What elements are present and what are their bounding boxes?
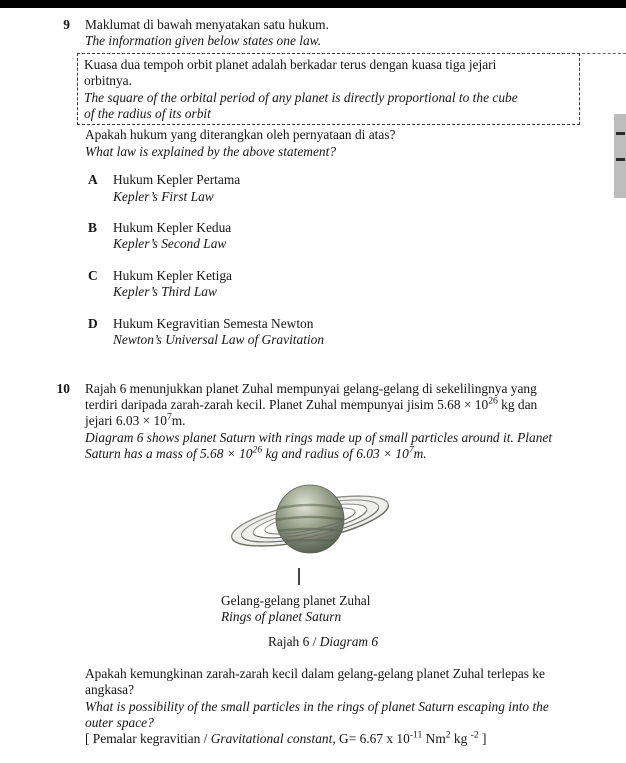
- law-box-en-line2: of the radius of its orbit: [84, 106, 211, 122]
- option-b-ms: Hukum Kepler Kedua: [113, 220, 232, 236]
- option-d: [85, 316, 580, 349]
- text-segment: 26: [488, 395, 498, 407]
- text-segment: m.: [413, 446, 427, 462]
- caption-leader-line: [298, 568, 300, 585]
- q10-ms-line3: [85, 413, 580, 429]
- question-10: [44, 381, 584, 748]
- q10-en-line2: [85, 446, 580, 462]
- text-segment: -11: [409, 729, 423, 741]
- edge-mark: [616, 158, 625, 161]
- scan-top-black-bar: [0, 0, 626, 8]
- option-text: [113, 172, 240, 205]
- text-segment: -2: [470, 729, 479, 741]
- option-text: [113, 316, 324, 349]
- option-text: [113, 268, 232, 301]
- option-letter: D: [88, 315, 98, 331]
- text-segment: , G= 6.67 x 10: [332, 731, 410, 747]
- option-letter: C: [88, 267, 98, 283]
- q10-ms-line1: Rajah 6 menunjukkan planet Zuhal mempunyai gelang-gelang di sekelilingnya yang: [85, 380, 537, 396]
- text-segment: Gravitational constant: [210, 731, 333, 747]
- option-a: [85, 172, 580, 205]
- q10-en-line1: Diagram 6 shows planet Saturn with rings made up of small particles around it. Planet: [85, 429, 553, 445]
- saturn-diagram-figure: [225, 469, 395, 587]
- option-letter: B: [88, 220, 97, 236]
- question-9-prompt-ms: Apakah hukum yang diterangkan oleh pernyataan di atas?: [85, 127, 396, 143]
- law-box-ms-line2: orbitnya.: [84, 73, 132, 89]
- question-9-intro-ms: Maklumat di bawah menyatakan satu hukum.: [85, 17, 329, 32]
- question-9-prompt-en: What law is explained by the above statement?: [85, 143, 337, 159]
- text-segment: 7: [408, 444, 414, 456]
- page-edge-strip: [614, 114, 626, 198]
- option-a-en: Kepler’s First Law: [113, 188, 214, 204]
- question-number: 9: [63, 17, 70, 32]
- option-c: [85, 268, 580, 301]
- question-10-prompt: [85, 666, 580, 748]
- saturn-image: [225, 469, 395, 587]
- question-9-options: [85, 172, 580, 348]
- option-b-en: Kepler’s Second Law: [113, 236, 227, 252]
- gravitational-constant-note: [85, 731, 580, 747]
- figure-captions: [221, 593, 580, 626]
- text-segment: Saturn has a mass of 5.68 × 10: [85, 446, 253, 462]
- page-content: [44, 17, 584, 748]
- figure-caption-en: Rings of planet Saturn: [221, 608, 342, 624]
- text-segment: Diagram 6: [319, 634, 379, 650]
- option-text: [113, 220, 231, 253]
- text-segment: 7: [166, 411, 172, 423]
- question-9: [44, 17, 584, 364]
- text-segment: m.: [171, 413, 186, 429]
- text-segment: kg dan: [497, 396, 538, 412]
- text-segment: 2: [445, 729, 451, 741]
- option-d-ms: Hukum Kegravitian Semesta Newton: [113, 315, 314, 331]
- question-10-body: [85, 381, 580, 748]
- law-box-ms-line1: Kuasa dua tempoh orbit planet adalah berkadar terus dengan kuasa tiga jejari: [84, 56, 497, 72]
- q10-prompt-en-line2: outer space?: [85, 714, 154, 730]
- q10-prompt-ms-line2: angkasa?: [85, 682, 135, 698]
- question-number: 10: [56, 380, 70, 396]
- question-9-body: [85, 17, 580, 364]
- text-segment: kg: [450, 731, 471, 747]
- option-c-ms: Hukum Kepler Ketiga: [113, 267, 232, 283]
- q10-prompt-en-line1: What is possibility of the small particles in the rings of planet Saturn escaping into the: [85, 698, 549, 714]
- text-segment: 26: [252, 444, 263, 456]
- figure-caption-ms: Gelang-gelang planet Zuhal: [221, 592, 371, 608]
- law-box-en-line1: The square of the orbital period of any planet is directly proportional to the cube: [84, 89, 518, 105]
- text-segment: kg and radius of 6.03 × 10: [262, 446, 409, 462]
- option-a-ms: Hukum Kepler Pertama: [113, 172, 241, 188]
- text-segment: Rajah 6 /: [268, 634, 320, 650]
- option-d-en: Newton’s Universal Law of Gravitation: [113, 332, 325, 348]
- text-segment: [ Pemalar kegravitian /: [85, 731, 211, 747]
- law-statement-box: [77, 53, 580, 126]
- option-letter: A: [88, 172, 98, 188]
- text-segment: ]: [478, 731, 487, 747]
- option-b: [85, 220, 580, 253]
- text-segment: terdiri daripada zarah-zarah kecil. Planet Zuhal mempunyai jisim 5.68 × 10: [85, 396, 489, 412]
- text-segment: Nm: [422, 731, 446, 747]
- q10-prompt-ms-line1: Apakah kemungkinan zarah-zarah kecil dalam gelang-gelang planet Zuhal terlepas ke: [85, 665, 545, 681]
- question-9-intro-en: The information given below states one law.: [85, 33, 321, 49]
- text-segment: jejari 6.03 × 10: [85, 413, 167, 429]
- option-c-en: Kepler’s Third Law: [113, 284, 217, 300]
- edge-mark: [616, 132, 625, 135]
- q10-ms-line2: [85, 397, 580, 413]
- figure-label: [268, 634, 580, 650]
